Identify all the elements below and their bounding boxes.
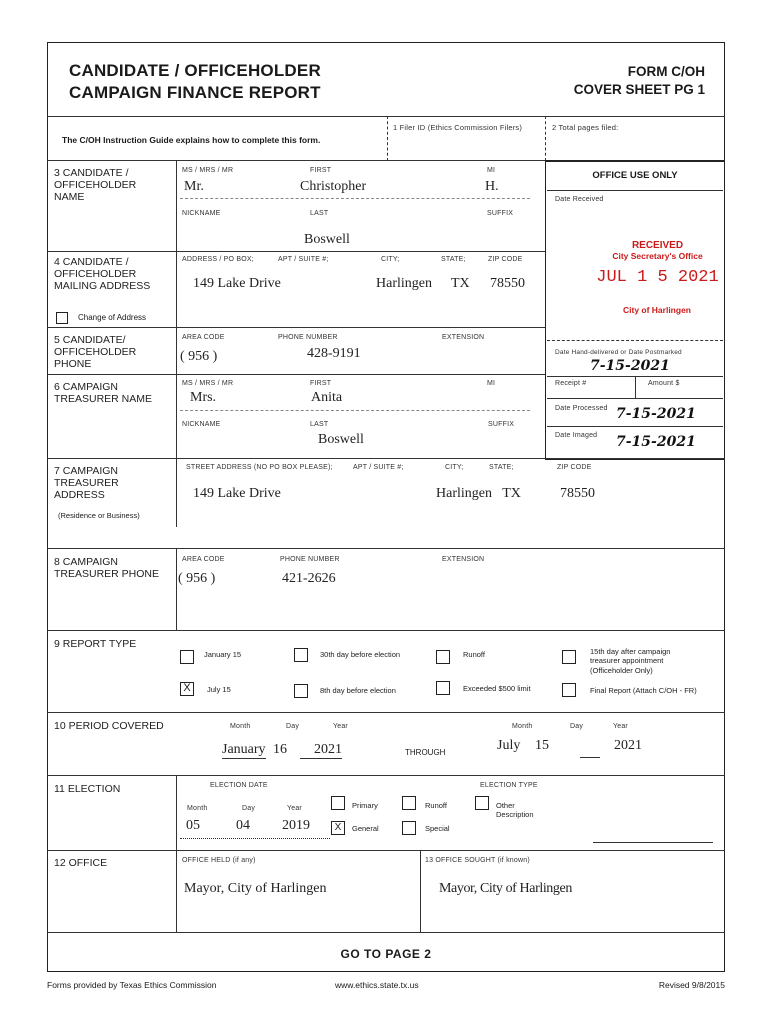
section-13-label: 13 OFFICE SOUGHT (if known) (425, 857, 530, 864)
date-processed-label: Date Processed (555, 405, 608, 412)
section-10-label: 10 PERIOD COVERED (54, 720, 164, 732)
divider (47, 116, 725, 117)
election-primary-checkbox[interactable] (331, 796, 345, 810)
day-label: Day (286, 723, 300, 730)
first-name-label: FIRST (310, 167, 332, 174)
divider (47, 251, 545, 252)
treasurer-last-name[interactable]: Boswell (318, 432, 364, 447)
divider (547, 426, 723, 427)
election-general-label: General (352, 824, 379, 833)
report-type-july-15-label: July 15 (207, 685, 231, 694)
cover-sheet-label: COVER SHEET PG 1 (573, 82, 705, 97)
period-from-year[interactable]: 2021 (300, 742, 342, 759)
section-11-label: 11 ELECTION (54, 783, 121, 795)
divider (420, 850, 421, 932)
report-type-8th-day-label: 8th day before election (320, 686, 396, 695)
candidate-first-name[interactable]: Christopher (300, 179, 367, 194)
divider (547, 340, 723, 341)
hand-delivered-label: Date Hand-delivered or Date Postmarked (555, 349, 682, 356)
report-type-runoff-label: Runoff (463, 650, 485, 659)
year-label: Year (287, 805, 302, 812)
election-other-description-label: Description (496, 810, 534, 819)
suffix-label: SUFFIX (487, 210, 514, 217)
section-3-label: 3 CANDIDATE / OFFICEHOLDER NAME (54, 167, 137, 203)
election-primary-label: Primary (352, 801, 378, 810)
office-held-label: OFFICE HELD (if any) (182, 857, 256, 864)
section-8-label: 8 CAMPAIGN TREASURER PHONE (54, 556, 160, 580)
report-type-8th-day-checkbox[interactable] (294, 684, 308, 698)
last-name-label: LAST (310, 421, 329, 428)
other-description-field[interactable] (593, 842, 713, 843)
election-other-checkbox[interactable] (475, 796, 489, 810)
report-type-final-checkbox[interactable] (562, 683, 576, 697)
treasurer-phone[interactable]: 421-2626 (282, 571, 336, 586)
date-processed-value: 7-15-2021 (616, 406, 696, 422)
filer-id-label: 1 Filer ID (Ethics Commission Filers) (393, 123, 523, 132)
month-label: Month (230, 723, 251, 730)
election-runoff-checkbox[interactable] (402, 796, 416, 810)
report-type-final-label: Final Report (Attach C/OH - FR) (590, 686, 697, 695)
section-6-label: 6 CAMPAIGN TREASURER NAME (54, 381, 153, 405)
section-7-sub: (Residence or Business) (58, 511, 140, 520)
treasurer-zip[interactable]: 78550 (560, 486, 595, 501)
treasurer-title[interactable]: Mrs. (190, 390, 217, 405)
state-label: STATE; (441, 256, 466, 263)
city-label: CITY; (381, 256, 400, 263)
date-received-label: Date Received (555, 196, 604, 203)
election-special-checkbox[interactable] (402, 821, 416, 835)
city-label: CITY; (445, 464, 464, 471)
report-type-january-15-label: January 15 (204, 650, 242, 659)
election-runoff-label: Runoff (425, 801, 447, 810)
election-general-checkbox[interactable]: X (331, 821, 345, 835)
hand-delivered-date: 7-15-2021 (590, 358, 670, 374)
report-type-30-day-checkbox[interactable] (294, 648, 308, 662)
day-label: Day (242, 805, 256, 812)
footer-provided-by: Forms provided by Texas Ethics Commission (47, 980, 217, 990)
mailing-address[interactable]: 149 Lake Drive (193, 276, 281, 291)
form-id: FORM C/OH (627, 64, 705, 79)
mi-label: MI (487, 167, 496, 174)
divider (180, 198, 530, 199)
first-name-label: FIRST (310, 380, 332, 387)
year-label: Year (333, 723, 348, 730)
mailing-city[interactable]: Harlingen (376, 276, 432, 291)
divider (635, 376, 636, 398)
total-pages-field[interactable] (550, 134, 720, 152)
zip-label: ZIP CODE (488, 256, 523, 263)
office-sought-value[interactable]: Mayor, City of Harlingen (439, 881, 572, 896)
report-type-exceeded-label: Exceeded $500 limit (463, 684, 531, 693)
treasurer-first-name[interactable]: Anita (311, 390, 343, 405)
address-label: ADDRESS / PO BOX; (182, 256, 254, 263)
report-type-15th-day-label: treasurer appointment (590, 656, 664, 665)
apt-label: APT / SUITE #; (278, 256, 329, 263)
election-date-label: ELECTION DATE (210, 782, 268, 789)
title-label: MS / MRS / MR (182, 167, 234, 174)
received-stamp: RECEIVED (631, 240, 684, 251)
divider (176, 327, 177, 527)
month-label: Month (187, 805, 208, 812)
zip-label: ZIP CODE (557, 464, 592, 471)
filer-id-field[interactable] (392, 134, 542, 152)
divider (580, 757, 600, 758)
treasurer-area-code[interactable]: ( 956 ) (178, 571, 216, 586)
section-9-label: 9 REPORT TYPE (54, 638, 137, 650)
period-to-day[interactable]: 15 (535, 738, 549, 753)
candidate-last-name[interactable]: Boswell (304, 232, 350, 247)
last-name-label: LAST (310, 210, 329, 217)
candidate-mi[interactable]: H. (485, 179, 499, 194)
report-type-15th-day-label: (Officeholder Only) (590, 666, 653, 675)
report-type-exceeded-checkbox[interactable] (436, 681, 450, 695)
apt-label: APT / SUITE #; (353, 464, 404, 471)
report-type-15th-day-label: 15th day after campaign (590, 647, 671, 656)
report-type-july-15-checkbox[interactable]: X (180, 682, 194, 696)
section-12-label: 12 OFFICE (54, 857, 108, 869)
footer-revised: Revised 9/8/2015 (658, 980, 725, 990)
year-label: Year (613, 723, 628, 730)
nickname-label: NICKNAME (182, 421, 221, 428)
divider (547, 190, 723, 191)
change-of-address-label: Change of Address (78, 313, 147, 322)
through-label: THROUGH (405, 748, 446, 757)
election-month[interactable]: 05 (186, 818, 200, 833)
day-label: Day (570, 723, 584, 730)
divider (47, 458, 725, 459)
period-to-year[interactable]: 2021 (614, 738, 642, 753)
street-label: STREET ADDRESS (NO PO BOX PLEASE); (186, 464, 333, 471)
date-imaged-label: Date Imaged (555, 432, 598, 439)
report-type-15th-day-checkbox[interactable] (562, 650, 576, 664)
mailing-zip[interactable]: 78550 (490, 276, 525, 291)
report-type-runoff-checkbox[interactable] (436, 650, 450, 664)
section-4-label: 4 CANDIDATE / OFFICEHOLDER MAILING ADDRESS (54, 256, 151, 292)
election-type-label: ELECTION TYPE (480, 782, 538, 789)
title-label: MS / MRS / MR (182, 380, 234, 387)
candidate-phone[interactable]: 428-9191 (307, 346, 361, 361)
month-label: Month (512, 723, 533, 730)
divider (47, 374, 545, 375)
instruction-text: The C/OH Instruction Guide explains how to complete this form. (62, 135, 321, 145)
mailing-state[interactable]: TX (451, 276, 470, 291)
received-stamp-city: City of Harlingen (622, 305, 691, 315)
extension-label: EXTENSION (442, 334, 485, 341)
treasurer-city-state[interactable]: Harlingen TX (436, 486, 521, 501)
nickname-label: NICKNAME (182, 210, 221, 217)
election-year[interactable]: 2019 (282, 818, 310, 833)
extension-label: EXTENSION (442, 556, 485, 563)
received-stamp-office: City Secretary's Office (612, 251, 703, 261)
mi-label: MI (487, 380, 496, 387)
election-other-label: Other (496, 801, 515, 810)
divider (176, 160, 177, 327)
total-pages-label: 2 Total pages filed: (552, 123, 619, 132)
section-7-label: 7 CAMPAIGN TREASURER ADDRESS (54, 465, 119, 501)
divider (176, 775, 177, 850)
divider (47, 712, 725, 713)
section-5-label: 5 CANDIDATE/ OFFICEHOLDER PHONE (54, 334, 137, 370)
suffix-label: SUFFIX (488, 421, 515, 428)
report-type-january-15-checkbox[interactable] (180, 650, 194, 664)
report-type-30-day-label: 30th day before election (320, 650, 401, 659)
divider (547, 398, 723, 399)
divider (47, 548, 725, 549)
state-label: STATE; (489, 464, 514, 471)
received-stamp-date: JUL 1 5 2021 (596, 268, 719, 287)
form-title-line2: CAMPAIGN FINANCE REPORT (69, 83, 321, 102)
area-code-label: AREA CODE (182, 334, 225, 341)
divider (176, 850, 177, 932)
divider (47, 850, 725, 851)
amount-label: Amount $ (648, 380, 680, 387)
divider (47, 775, 725, 776)
candidate-title[interactable]: Mr. (184, 179, 204, 194)
election-special-label: Special (425, 824, 450, 833)
receipt-label: Receipt # (555, 380, 587, 387)
divider (387, 116, 388, 161)
divider (47, 327, 545, 328)
period-to-month[interactable]: July (497, 738, 521, 753)
candidate-area-code[interactable]: ( 956 ) (180, 349, 218, 364)
period-from-month[interactable]: January (222, 742, 266, 757)
divider (180, 410, 530, 411)
election-day[interactable]: 04 (236, 818, 250, 833)
form-title-line1: CANDIDATE / OFFICEHOLDER (69, 61, 321, 80)
area-code-label: AREA CODE (182, 556, 225, 563)
divider (180, 838, 330, 839)
divider (545, 116, 546, 161)
footer-website[interactable]: www.ethics.state.tx.us (335, 980, 419, 990)
phone-label: PHONE NUMBER (280, 556, 340, 563)
divider (47, 932, 725, 933)
divider (47, 630, 725, 631)
office-use-heading: OFFICE USE ONLY (592, 170, 678, 181)
change-of-address-checkbox[interactable] (56, 312, 68, 324)
office-held-value[interactable]: Mayor, City of Harlingen (184, 881, 327, 896)
period-from-day[interactable]: 16 (273, 742, 287, 757)
go-to-page-2: GO TO PAGE 2 (340, 947, 432, 961)
treasurer-street[interactable]: 149 Lake Drive (193, 486, 281, 501)
divider (176, 548, 177, 630)
phone-label: PHONE NUMBER (278, 334, 338, 341)
date-imaged-value: 7-15-2021 (616, 434, 696, 450)
